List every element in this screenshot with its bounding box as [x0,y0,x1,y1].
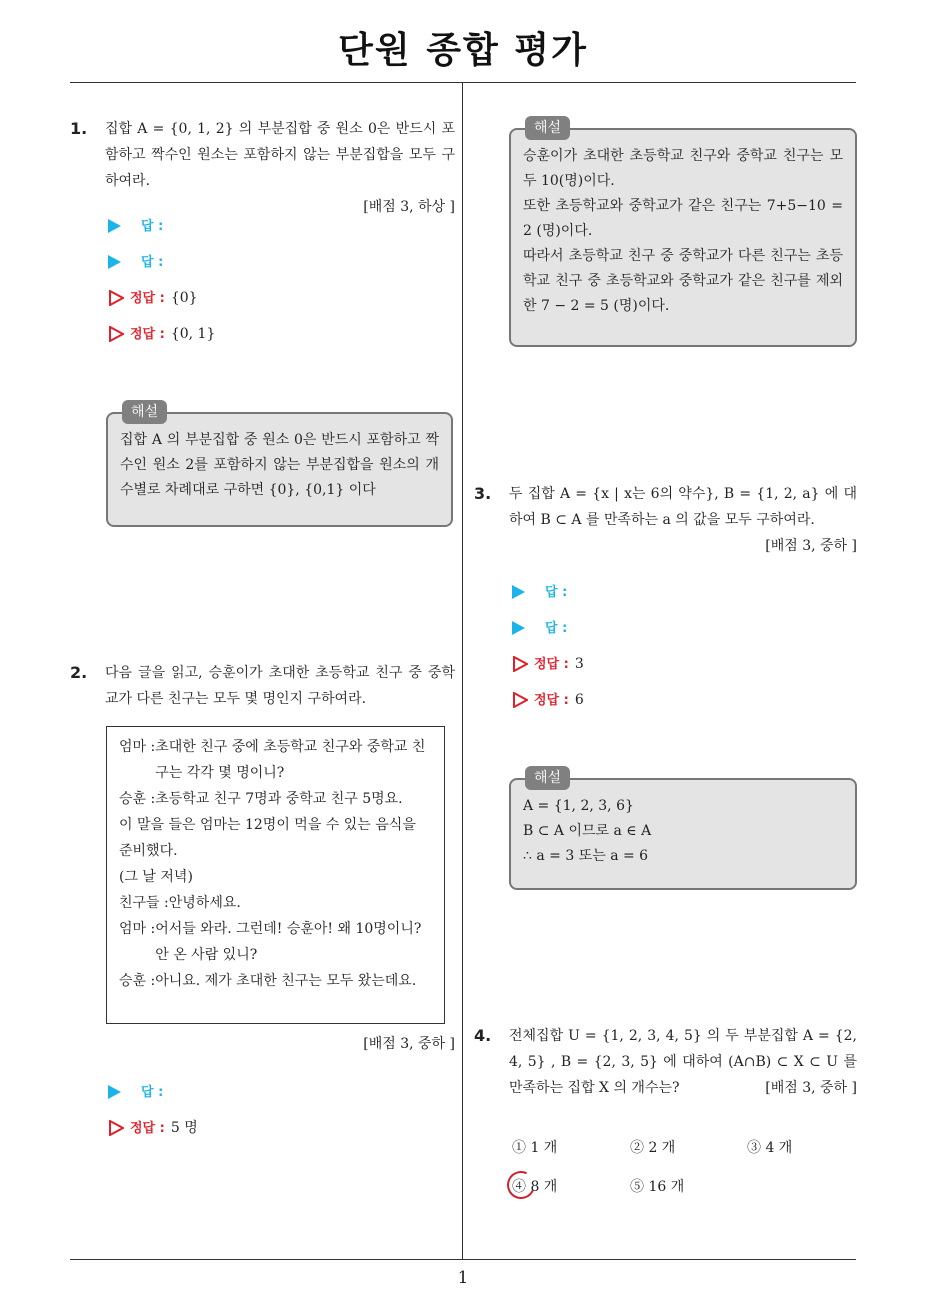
explanation-text [511,130,855,327]
answer-label: 답 : [545,585,568,600]
correct-answer-value: 6 [574,692,584,708]
dialog-box [106,726,445,1024]
question-2 [70,660,455,712]
top-rule [70,82,856,83]
speaker: 승훈 : [119,791,156,807]
dialog-line [119,734,432,786]
explanation-box [106,404,453,527]
correct-answer-row [512,688,584,712]
answer-label: 답 : [141,219,164,234]
answer-row [108,214,163,238]
line-text: 이 말을 들은 엄마는 12명이 먹을 수 있는 음식을 준비했다. [119,817,416,859]
explanation-tag: 해설 [525,116,570,140]
filled-triangle-icon [512,585,525,599]
filled-triangle-icon [108,1085,121,1099]
score-label: [배점 3, 중하 ] [363,1036,455,1052]
explanation-line: 또한 초등학교와 중학교가 같은 친구는 7+5−10 = 2 (명)이다. [523,198,843,239]
option-4[interactable]: ④ 8 개 [512,1179,558,1195]
bottom-rule [70,1259,856,1260]
question-4 [474,1023,857,1101]
correct-answer-row [108,1116,198,1140]
correct-label: 정답 : [130,291,165,306]
line-text: (그 날 저녁) [119,869,193,885]
dialog-line [119,864,432,890]
explanation-line: 따라서 초등학교 친구 중 중학교가 다른 친구는 초등학교 친구 중 초등학교와 중학교가 같은 친구를 제외한 7 − 2 = 5 (명)이다. [523,248,843,314]
correct-label: 정답 : [130,327,165,342]
correct-answer-value: {0} [170,290,198,306]
question-number: 4. [474,1026,492,1045]
explanation-tag: 해설 [122,400,167,424]
answer-row [512,580,567,604]
line-text: 안녕하세요. [168,895,241,911]
open-triangle-icon [108,290,124,306]
question-text: 다음 글을 읽고, 승훈이가 초대한 초등학교 친구 중 중학교가 다른 친구는 모두 몇 명인지 구하여라. [105,665,455,707]
option-5[interactable]: ⑤ 16 개 [630,1179,685,1195]
explanation-box [509,120,857,347]
dialog-line [119,890,432,916]
explanation-line: A = {1, 2, 3, 6} [523,798,634,814]
correct-label: 정답 : [130,1121,165,1136]
answer-label: 답 : [141,255,164,270]
line-text: 어서들 와라. 그런데! 승훈아! 왜 10명이니? 안 온 사람 있니? [155,921,422,963]
explanation-line: ∴ a = 3 또는 a = 6 [523,848,649,864]
dialog-line [119,786,432,812]
option-3[interactable]: ③ 4 개 [747,1140,793,1156]
correct-label: 정답 : [534,693,569,708]
explanation-text [511,780,855,877]
answer-label: 답 : [545,621,568,636]
option-1[interactable]: ① 1 개 [512,1140,558,1156]
line-text: 아니요. 제가 초대한 친구는 모두 왔는데요. [155,973,417,989]
dialog-line [119,812,432,864]
question-number: 1. [70,119,88,138]
correct-answer-row [512,652,584,676]
question-text: 두 집합 A = {x | x는 6의 약수}, B = {1, 2, a} 에 대하여 B ⊂ A 를 만족하는 a 의 값을 모두 구하여라. [509,486,857,528]
open-triangle-icon [512,656,528,672]
speaker: 엄마 : [119,739,156,755]
explanation-tag: 해설 [525,766,570,790]
question-text-body: 전체집합 U = {1, 2, 3, 4, 5} 의 두 부분집합 A = {2, 4, 5} , B = {2, 3, 5} 에 대하여 (A∩B) ⊂ X ⊂ U 를 만족하는 집합 X 의 개수는? [509,1028,857,1096]
explanation-line: B ⊂ A 이므로 a ∈ A [523,823,652,839]
speaker: 친구들 : [119,895,169,911]
open-triangle-icon [512,692,528,708]
correct-answer-value: 5 명 [170,1120,198,1136]
correct-answer-row [108,322,215,346]
answer-label: 답 : [141,1085,164,1100]
line-text: 초대한 친구 중에 초등학교 친구와 중학교 친구는 각각 몇 명이니? [155,739,426,781]
line-text: 초등학교 친구 7명과 중학교 친구 5명요. [155,791,403,807]
question-number: 2. [70,663,88,682]
question-3 [474,481,857,559]
speaker: 엄마 : [119,921,156,937]
explanation-line: 승훈이가 초대한 초등학교 친구와 중학교 친구는 모두 10(명)이다. [523,148,843,189]
option-2[interactable]: ② 2 개 [630,1140,676,1156]
selected-option-circle-icon [503,1167,539,1203]
dialog-line [119,968,432,994]
correct-answer-value: 3 [574,656,584,672]
column-divider [462,83,463,1260]
page-number: 1 [457,1268,469,1288]
explanation-box [509,770,857,890]
dialog-line [119,916,432,968]
score-label: [배점 3, 중하 ] [765,538,857,554]
answer-row [108,250,163,274]
correct-answer-row [108,286,198,310]
answer-row [108,1080,163,1104]
question-text: 집합 A = {0, 1, 2} 의 부분집합 중 원소 0은 반드시 포함하고 짝수인 원소는 포함하지 않는 부분집합을 모두 구하여라. [105,121,455,189]
answer-row [512,616,567,640]
open-triangle-icon [108,1120,124,1136]
score-label: [배점 3, 하상 ] [363,199,455,215]
explanation-text: 집합 A 의 부분집합 중 원소 0은 반드시 포함하고 짝수인 원소 2를 포함하지 않는 부분집합을 원소의 개수별로 차례대로 구하면 {0}, {0,1} 이다 [120,432,439,498]
question-1 [70,116,455,220]
open-triangle-icon [108,326,124,342]
filled-triangle-icon [108,255,121,269]
filled-triangle-icon [108,219,121,233]
speaker: 승훈 : [119,973,156,989]
question-number: 3. [474,484,492,503]
correct-answer-value: {0, 1} [170,326,216,342]
filled-triangle-icon [512,621,525,635]
score-label: [배점 3, 중하 ] [765,1080,857,1096]
question-text [509,1023,857,1101]
correct-label: 정답 : [534,657,569,672]
page-title: 단원 종합 평가 [338,30,588,71]
